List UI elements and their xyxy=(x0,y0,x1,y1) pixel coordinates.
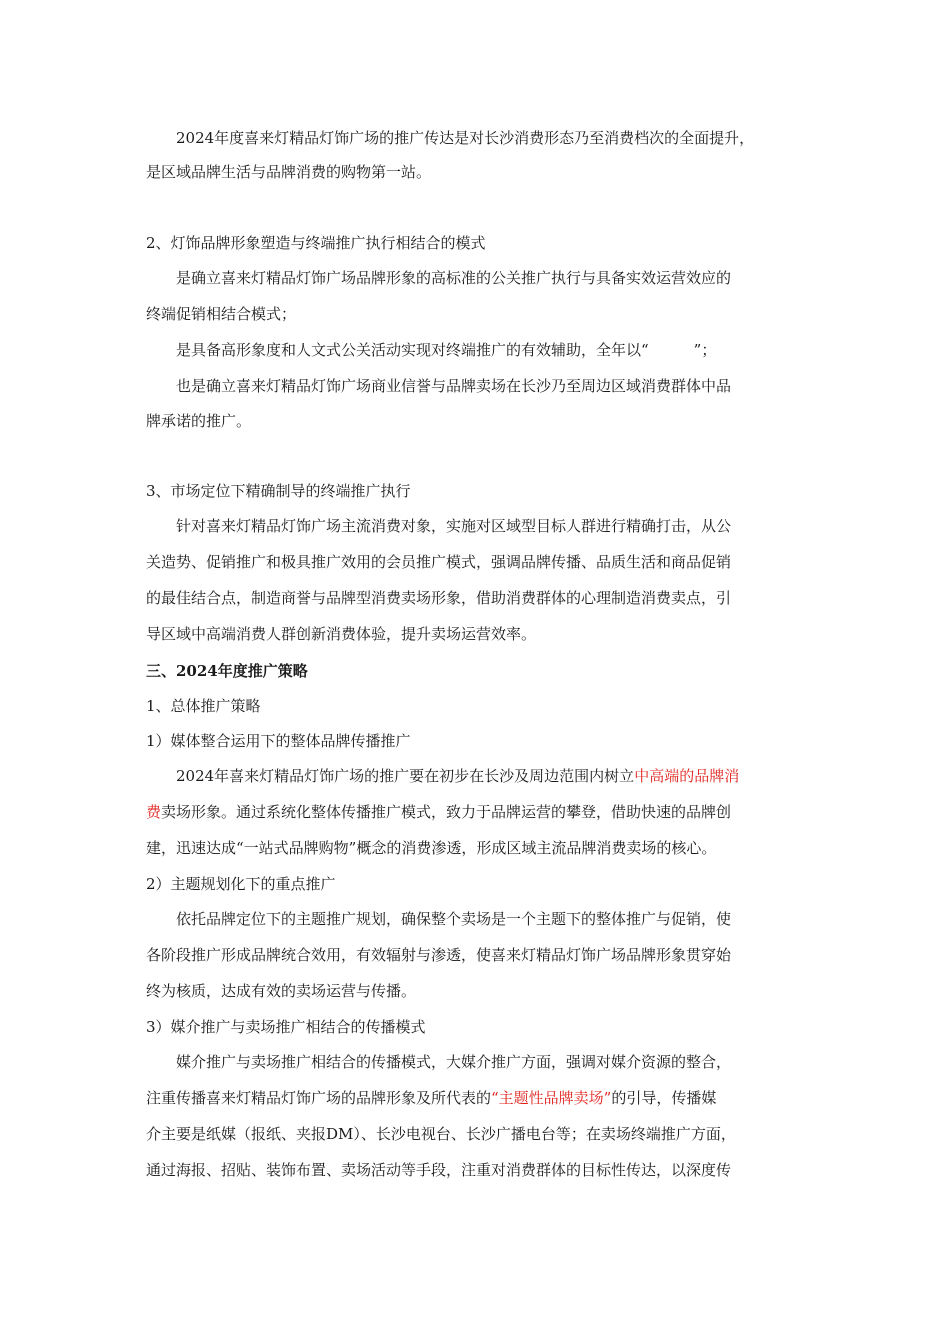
highlight-text: “主题性品牌卖场” xyxy=(491,1089,612,1107)
paragraph-line: 终为核质，达成有效的卖场运营与传播。 xyxy=(146,982,417,1000)
paragraph-line: 牌承诺的推广。 xyxy=(146,412,252,430)
text-run: 2024年喜来灯精品灯饰广场的推广要在初步在长沙及周边范围内树立 xyxy=(176,767,635,785)
sub-heading: 2）主题规划化下的重点推广 xyxy=(146,875,336,893)
section-heading: 3、市场定位下精确制导的终端推广执行 xyxy=(146,482,411,500)
paragraph-line xyxy=(176,766,739,786)
paragraph-line: 通过海报、招贴、装饰布置、卖场活动等手段，注重对消费群体的目标性传达，以深度传 xyxy=(146,1161,732,1179)
paragraph-line: 建，迅速达成“一站式品牌购物”概念的消费渗透，形成区域主流品牌消费卖场的核心。 xyxy=(146,839,717,857)
sub-heading: 1）媒体整合运用下的整体品牌传播推广 xyxy=(146,732,411,750)
paragraph-line: 终端促销相结合模式； xyxy=(146,305,297,323)
chapter-heading: 三、2024年度推广策略 xyxy=(146,662,308,680)
text-run: 注重传播喜来灯精品灯饰广场的品牌形象及所代表的 xyxy=(146,1089,492,1107)
text-run: 卖场形象。通过系统化整体传播推广模式，致力于品牌运营的攀登，借助快速的品牌创 xyxy=(161,803,732,821)
sub-heading: 1、总体推广策略 xyxy=(146,697,261,715)
paragraph-line: 依托品牌定位下的主题推广规划，确保整个卖场是一个主题下的整体推广与促销，使 xyxy=(176,910,732,928)
paragraph-line: 2024年度喜来灯精品灯饰广场的推广传达是对长沙消费形态乃至消费档次的全面提升， xyxy=(176,129,755,147)
paragraph-line: 的最佳结合点，制造商誉与品牌型消费卖场形象，借助消费群体的心理制造消费卖点，引 xyxy=(146,589,732,607)
paragraph-line: 介主要是纸媒（报纸、夹报DM）、长沙电视台、长沙广播电台等；在卖场终端推广方面， xyxy=(146,1125,736,1143)
paragraph-line: 是确立喜来灯精品灯饰广场品牌形象的高标准的公关推广执行与具备实效运营效应的 xyxy=(176,269,732,287)
paragraph-line: 各阶段推广形成品牌统合效用，有效辐射与渗透，使喜来灯精品灯饰广场品牌形象贯穿始 xyxy=(146,946,732,964)
paragraph-line: 关造势、促销推广和极具推广效用的会员推广模式，强调品牌传播、品质生活和商品促销 xyxy=(146,553,732,571)
paragraph-line: 媒介推广与卖场推广相结合的传播模式，大媒介推广方面，强调对媒介资源的整合， xyxy=(176,1053,732,1071)
paragraph-line: 针对喜来灯精品灯饰广场主流消费对象，实施对区域型目标人群进行精确打击，从公 xyxy=(176,517,732,535)
paragraph-line: 是区域品牌生活与品牌消费的购物第一站。 xyxy=(146,163,432,181)
text-run: 的引导，传播媒 xyxy=(611,1089,717,1107)
paragraph-line xyxy=(146,802,731,822)
paragraph-line xyxy=(146,1088,716,1108)
section-heading: 2、灯饰品牌形象塑造与终端推广执行相结合的模式 xyxy=(146,234,486,252)
highlight-text: 中高端的品牌消 xyxy=(634,767,740,785)
highlight-text: 费 xyxy=(146,803,162,821)
sub-heading: 3）媒介推广与卖场推广相结合的传播模式 xyxy=(146,1018,426,1036)
paragraph-line: 是具备高形象度和人文式公关活动实现对终端推广的有效辅助，全年以“ ”； xyxy=(176,341,717,359)
paragraph-line: 导区域中高端消费人群创新消费体验，提升卖场运营效率。 xyxy=(146,625,537,643)
paragraph-line: 也是确立喜来灯精品灯饰广场商业信誉与品牌卖场在长沙乃至周边区域消费群体中品 xyxy=(176,377,732,395)
